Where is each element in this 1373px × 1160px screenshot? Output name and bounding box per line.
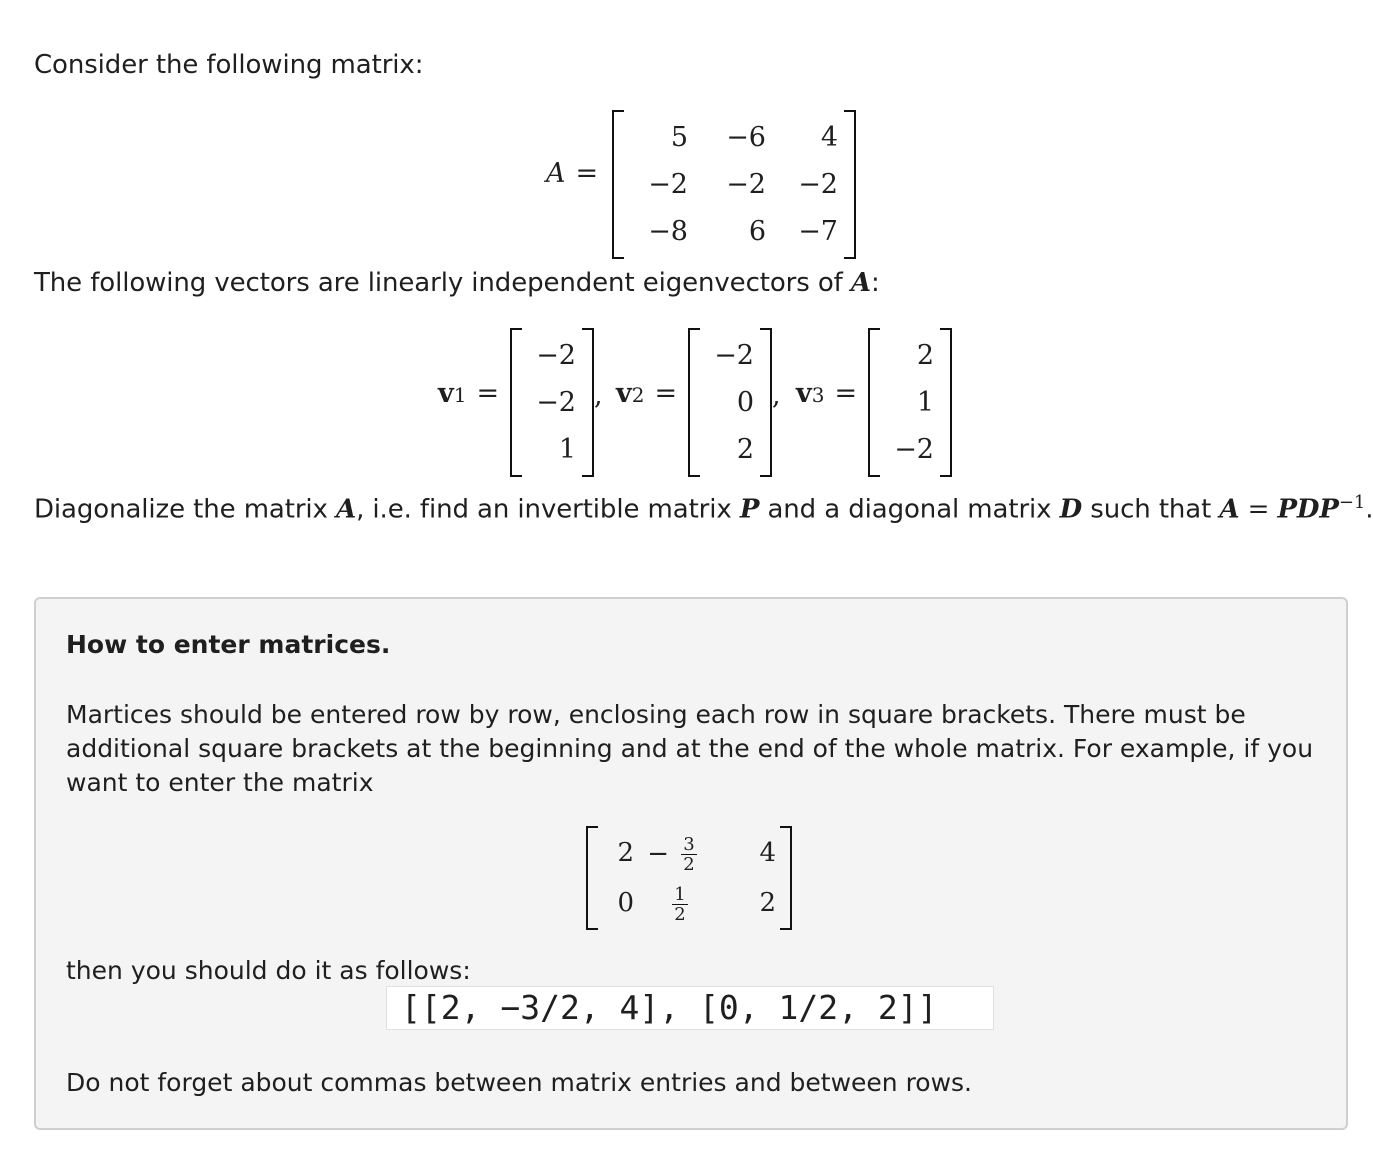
matrix-cell: −8 (648, 216, 688, 247)
matrix-a (612, 110, 856, 259)
vector-v1-label: v1 = (438, 378, 500, 409)
matrix-cell: 4 (820, 122, 838, 153)
vector-entry: −2 (894, 434, 934, 465)
intro-text: Consider the following matrix: (34, 50, 424, 80)
example-matrix (586, 826, 792, 930)
vector-entry: 2 (916, 340, 934, 371)
vector-entry: 1 (916, 387, 934, 418)
eigenvectors-intro: The following vectors are linearly independent eigenvectors of A: (34, 268, 880, 298)
vector-entry: −2 (536, 387, 576, 418)
help-box-paragraph: Martices should be entered row by row, enclosing each row in square brackets. There must be additional square brackets at the beginning and at the end of the whole matrix. For example, if you want to enter the matrix (66, 700, 1314, 797)
vector-v2 (688, 328, 772, 477)
vector-v2-label: v2 = (616, 378, 678, 409)
example-fraction: − $\frac{3}{2}$ (647, 833, 695, 875)
vector-entry: 0 (736, 387, 754, 418)
vector-entry: −2 (536, 340, 576, 371)
example-cell: 2 (759, 888, 776, 918)
matrix-cell: −2 (648, 169, 688, 200)
matrix-cell: −6 (726, 122, 766, 153)
code-example: [[2, −3/2, 4], [0, 1/2, 2]] (386, 986, 994, 1030)
help-box-reminder: Do not forget about commas between matrix entries and between rows. (66, 1068, 973, 1097)
matrix-cell: −7 (798, 216, 838, 247)
example-fraction: $\frac{1}{2}$ (674, 883, 686, 925)
comma-separator: , (772, 380, 781, 411)
example-cell: 4 (759, 838, 776, 868)
matrix-cell: −2 (726, 169, 766, 200)
comma-separator: , (594, 380, 603, 411)
matrix-cell: −2 (798, 169, 838, 200)
vector-v1 (510, 328, 594, 477)
matrix-cell: 6 (748, 216, 766, 247)
vector-v3-label: v3 = (796, 378, 858, 409)
vector-v3 (868, 328, 952, 477)
vector-entry: 2 (736, 434, 754, 465)
vector-entry: 1 (558, 434, 576, 465)
task-statement: Diagonalize the matrix A, i.e. find an invertible matrix P and a diagonal matrix D such that $A = PDP^{-1}$. (34, 492, 1373, 525)
help-box-title: How to enter matrices. (66, 630, 391, 659)
matrix-cell: 5 (670, 122, 688, 153)
matrix-a-label: A = (546, 158, 599, 189)
example-cell: 2 (617, 838, 634, 868)
example-cell: 0 (617, 888, 634, 918)
vector-entry: −2 (714, 340, 754, 371)
help-box-then-text: then you should do it as follows: (66, 956, 471, 985)
